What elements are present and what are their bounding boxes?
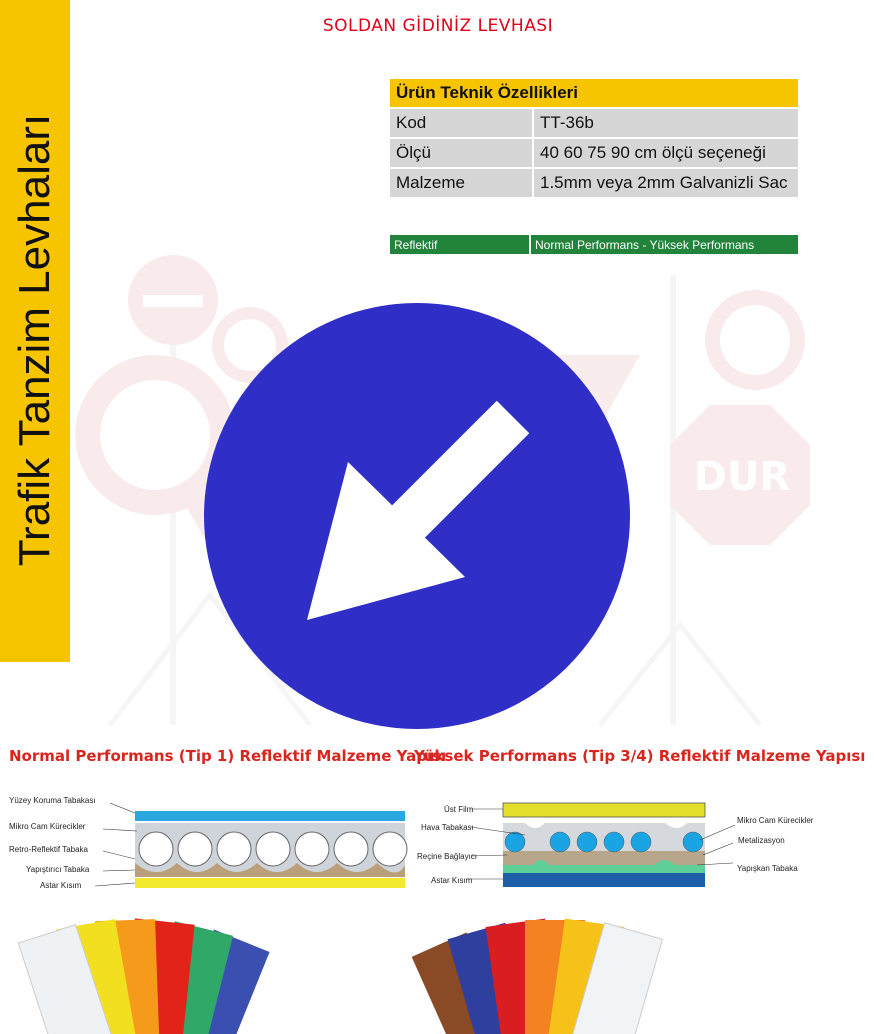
high-left-label: Astar Kısım xyxy=(431,876,473,885)
layer-label: Yüzey Koruma Tabakası xyxy=(9,796,96,805)
layer-label: Yapıştırıcı Tabaka xyxy=(26,865,90,874)
high-performance-title: Yüksek Performans (Tip 3/4) Reflektif Malzeme Yapısı xyxy=(414,747,866,765)
normal-performance-title: Normal Performans (Tip 1) Reflektif Malzeme Yapısı xyxy=(9,747,447,765)
reflective-key: Reflektif xyxy=(390,235,529,254)
keep-left-sign xyxy=(203,302,633,732)
layer-label: Mikro Cam Kürecikler xyxy=(9,822,86,831)
spec-row-size xyxy=(390,139,798,167)
spec-value: 40 60 75 90 cm ölçü seçeneği xyxy=(534,139,798,167)
spec-value: TT-36b xyxy=(534,109,798,137)
reflective-value: Normal Performans - Yüksek Performans xyxy=(531,235,798,254)
spec-key: Kod xyxy=(390,109,532,137)
layer-label: Astar Kısım xyxy=(40,881,82,890)
stop-sign-text: DUR xyxy=(693,454,791,500)
spec-row-code xyxy=(390,109,798,137)
layer-label: Retro-Reflektif Tabaka xyxy=(9,845,88,854)
page-title: SOLDAN GİDİNİZ LEVHASI xyxy=(322,16,554,36)
spec-key: Ölçü xyxy=(390,139,532,167)
spec-table-header: Ürün Teknik Özellikleri xyxy=(390,79,798,107)
normal-sheet-samples xyxy=(20,905,250,1034)
reflective-table xyxy=(388,233,800,256)
spec-table xyxy=(388,77,800,199)
high-right-label: Metalizasyon xyxy=(738,836,785,845)
high-right-label: Yapışkan Tabaka xyxy=(737,864,798,873)
spec-value: 1.5mm veya 2mm Galvanizli Sac xyxy=(534,169,798,197)
high-layer-diagram xyxy=(415,795,810,895)
sidebar-label: Trafik Tanzim Levhaları xyxy=(10,113,59,567)
sidebar xyxy=(0,0,70,662)
high-left-label: Reçine Bağlayıcı xyxy=(417,852,478,861)
high-left-label: Üst Film xyxy=(444,805,474,814)
high-sheet-samples xyxy=(440,905,670,1034)
spec-row-material xyxy=(390,169,798,197)
high-left-label: Hava Tabakası xyxy=(421,823,474,832)
spec-key: Malzeme xyxy=(390,169,532,197)
high-right-label: Mikro Cam Kürecikler xyxy=(737,816,814,825)
